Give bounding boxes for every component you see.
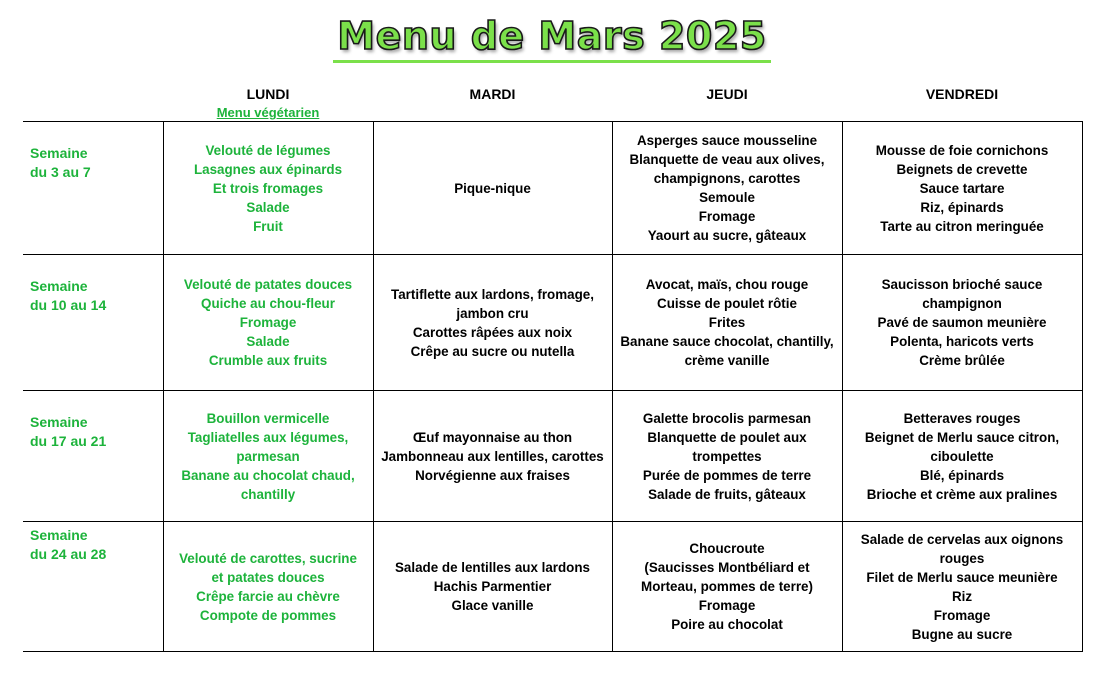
dish-line: Bugne au sucre xyxy=(911,626,1013,642)
dish-line: crème vanille xyxy=(684,353,770,368)
dish-line: Morteau, pommes de terre) xyxy=(641,579,813,594)
dish-line: Blanquette de poulet aux xyxy=(647,429,807,445)
dish-line: Salade xyxy=(246,334,290,349)
dish-line: Quiche au chou-fleur xyxy=(201,296,335,311)
dish-line: Velouté de carottes, sucrine xyxy=(179,550,357,566)
week-label-line: du 17 au 21 xyxy=(30,433,107,449)
week-label-line: du 10 au 14 xyxy=(30,297,107,313)
dish-line: Sauce tartare xyxy=(919,180,1005,196)
dish-line: Œuf mayonnaise au thon xyxy=(412,429,573,445)
menu-cell-mardi xyxy=(373,255,612,391)
dish-line: Glace vanille xyxy=(451,598,534,613)
dish-line: Blanquette de veau aux olives, xyxy=(629,152,825,167)
week-row xyxy=(23,122,1082,255)
dish-line: Salade de lentilles aux lardons xyxy=(395,560,590,575)
dish-line: Salade xyxy=(246,199,290,215)
dish-line: Lasagnes aux épinards xyxy=(193,161,343,177)
menu-table-body xyxy=(23,122,1082,652)
dish-line: Fromage xyxy=(933,607,991,623)
dish-line: jambon cru xyxy=(456,305,529,321)
dish-line: Fromage xyxy=(698,209,756,224)
menu-title-wrap xyxy=(0,14,1104,63)
dish-line: Fromage xyxy=(698,598,756,613)
menu-cell-vendredi xyxy=(842,391,1082,522)
dish-line: Mousse de foie cornichons xyxy=(875,142,1049,158)
dish-line: rouges xyxy=(939,550,985,566)
dish-line: Beignet de Merlu sauce citron, xyxy=(864,429,1060,445)
week-label xyxy=(23,122,163,255)
menu-cell-lundi xyxy=(163,255,373,391)
menu-cell-vendredi xyxy=(842,522,1082,652)
dish-line: trompettes xyxy=(692,448,762,464)
dish-line: Pavé de saumon meunière xyxy=(877,315,1047,330)
menu-cell-jeudi xyxy=(612,122,842,255)
week-label-line: Semaine xyxy=(30,278,88,294)
dish-line: Salade de cervelas aux oignons xyxy=(860,531,1064,547)
menu-title: Menu de Mars 2025 xyxy=(333,14,770,63)
dish-line: (Saucisses Montbéliard et xyxy=(644,560,810,575)
dish-line: Riz xyxy=(951,588,973,604)
dish-line: Bouillon vermicelle xyxy=(206,410,330,426)
dish-line: Asperges sauce mousseline xyxy=(636,133,818,148)
menu-cell-mardi xyxy=(373,122,612,255)
day-header-vendredi: VENDREDI xyxy=(925,86,999,102)
week-label-line: du 3 au 7 xyxy=(30,164,91,180)
dish-line: champignons, carottes xyxy=(653,171,801,186)
dish-line: parmesan xyxy=(236,448,300,464)
menu-cell-lundi xyxy=(163,122,373,255)
dish-line: Frites xyxy=(708,315,746,330)
day-header-jeudi: JEUDI xyxy=(706,86,748,102)
dish-line: Saucisson brioché sauce xyxy=(881,277,1043,292)
dish-line: Banane au chocolat chaud, xyxy=(181,467,355,483)
dish-line: Betteraves rouges xyxy=(903,410,1021,426)
dish-line: Cuisse de poulet rôtie xyxy=(657,296,797,311)
dish-line: Salade de fruits, gâteaux xyxy=(648,486,806,502)
menu-cell-jeudi xyxy=(612,522,842,652)
dish-line: Avocat, maïs, chou rouge xyxy=(645,277,809,292)
dish-line: Velouté de patates douces xyxy=(183,277,353,292)
dish-line: Tagliatelles aux légumes, xyxy=(187,429,349,445)
menu-cell-mardi xyxy=(373,391,612,522)
dish-line: champignon xyxy=(922,296,1002,311)
menu-cell-vendredi xyxy=(842,255,1082,391)
dish-line: Velouté de légumes xyxy=(205,142,331,158)
week-label-line: Semaine xyxy=(30,414,88,430)
menu-cell-jeudi xyxy=(612,391,842,522)
week-row xyxy=(23,522,1082,652)
dish-line: Norvégienne aux fraises xyxy=(415,467,570,483)
dish-line: Poire au chocolat xyxy=(671,617,783,632)
dish-line: Choucroute xyxy=(689,541,765,556)
week-row xyxy=(23,391,1082,522)
dish-line: Purée de pommes de terre xyxy=(642,467,812,483)
week-label xyxy=(23,391,163,522)
vegetarian-menu-note: Menu végétarien xyxy=(216,105,320,120)
dish-line: chantilly xyxy=(240,486,296,502)
menu-cell-lundi xyxy=(163,522,373,652)
dish-line: Tarte au citron meringuée xyxy=(880,218,1044,234)
dish-line: Carottes râpées aux noix xyxy=(412,324,573,340)
dish-line: Yaourt au sucre, gâteaux xyxy=(647,228,807,243)
dish-line: Crêpe au sucre ou nutella xyxy=(410,343,575,359)
week-row xyxy=(23,255,1082,391)
week-label xyxy=(23,522,163,652)
dish-line: Crème brûlée xyxy=(919,353,1005,368)
dish-line: Crêpe farcie au chèvre xyxy=(196,588,340,604)
menu-cell-jeudi xyxy=(612,255,842,391)
dish-line: Riz, épinards xyxy=(920,199,1004,215)
dish-line: Fromage xyxy=(239,315,297,330)
dish-line: Galette brocolis parmesan xyxy=(642,410,812,426)
week-label-line: Semaine xyxy=(30,145,88,161)
dish-line: Semoule xyxy=(699,190,755,205)
dish-line: Polenta, haricots verts xyxy=(890,334,1034,349)
dish-line: Jambonneau aux lentilles, carottes xyxy=(381,448,604,464)
dish-line: et patates douces xyxy=(211,569,325,585)
dish-line: Beignets de crevette xyxy=(896,161,1028,177)
dish-line: Fruit xyxy=(253,218,283,234)
week-label-line: Semaine xyxy=(30,527,88,543)
dish-line: Pique-nique xyxy=(454,180,531,196)
dish-line: Tartiflette aux lardons, fromage, xyxy=(391,286,594,302)
menu-cell-lundi xyxy=(163,391,373,522)
menu-cell-vendredi xyxy=(842,122,1082,255)
dish-line: Hachis Parmentier xyxy=(433,579,552,594)
dish-line: Filet de Merlu sauce meunière xyxy=(866,569,1058,585)
day-header-lundi: LUNDI xyxy=(246,86,290,102)
dish-line: Crumble aux fruits xyxy=(208,353,328,368)
dish-line: Brioche et crème aux pralines xyxy=(866,486,1058,502)
dish-line: ciboulette xyxy=(930,448,994,464)
dish-line: Banane sauce chocolat, chantilly, xyxy=(620,334,834,349)
dish-line: Et trois fromages xyxy=(212,180,324,196)
dish-line: Blé, épinards xyxy=(919,467,1005,483)
dish-line: Compote de pommes xyxy=(199,607,337,623)
day-header-mardi: MARDI xyxy=(469,86,516,102)
week-label xyxy=(23,255,163,391)
menu-table xyxy=(23,121,1083,652)
menu-cell-mardi xyxy=(373,522,612,652)
week-label-line: du 24 au 28 xyxy=(30,546,107,562)
